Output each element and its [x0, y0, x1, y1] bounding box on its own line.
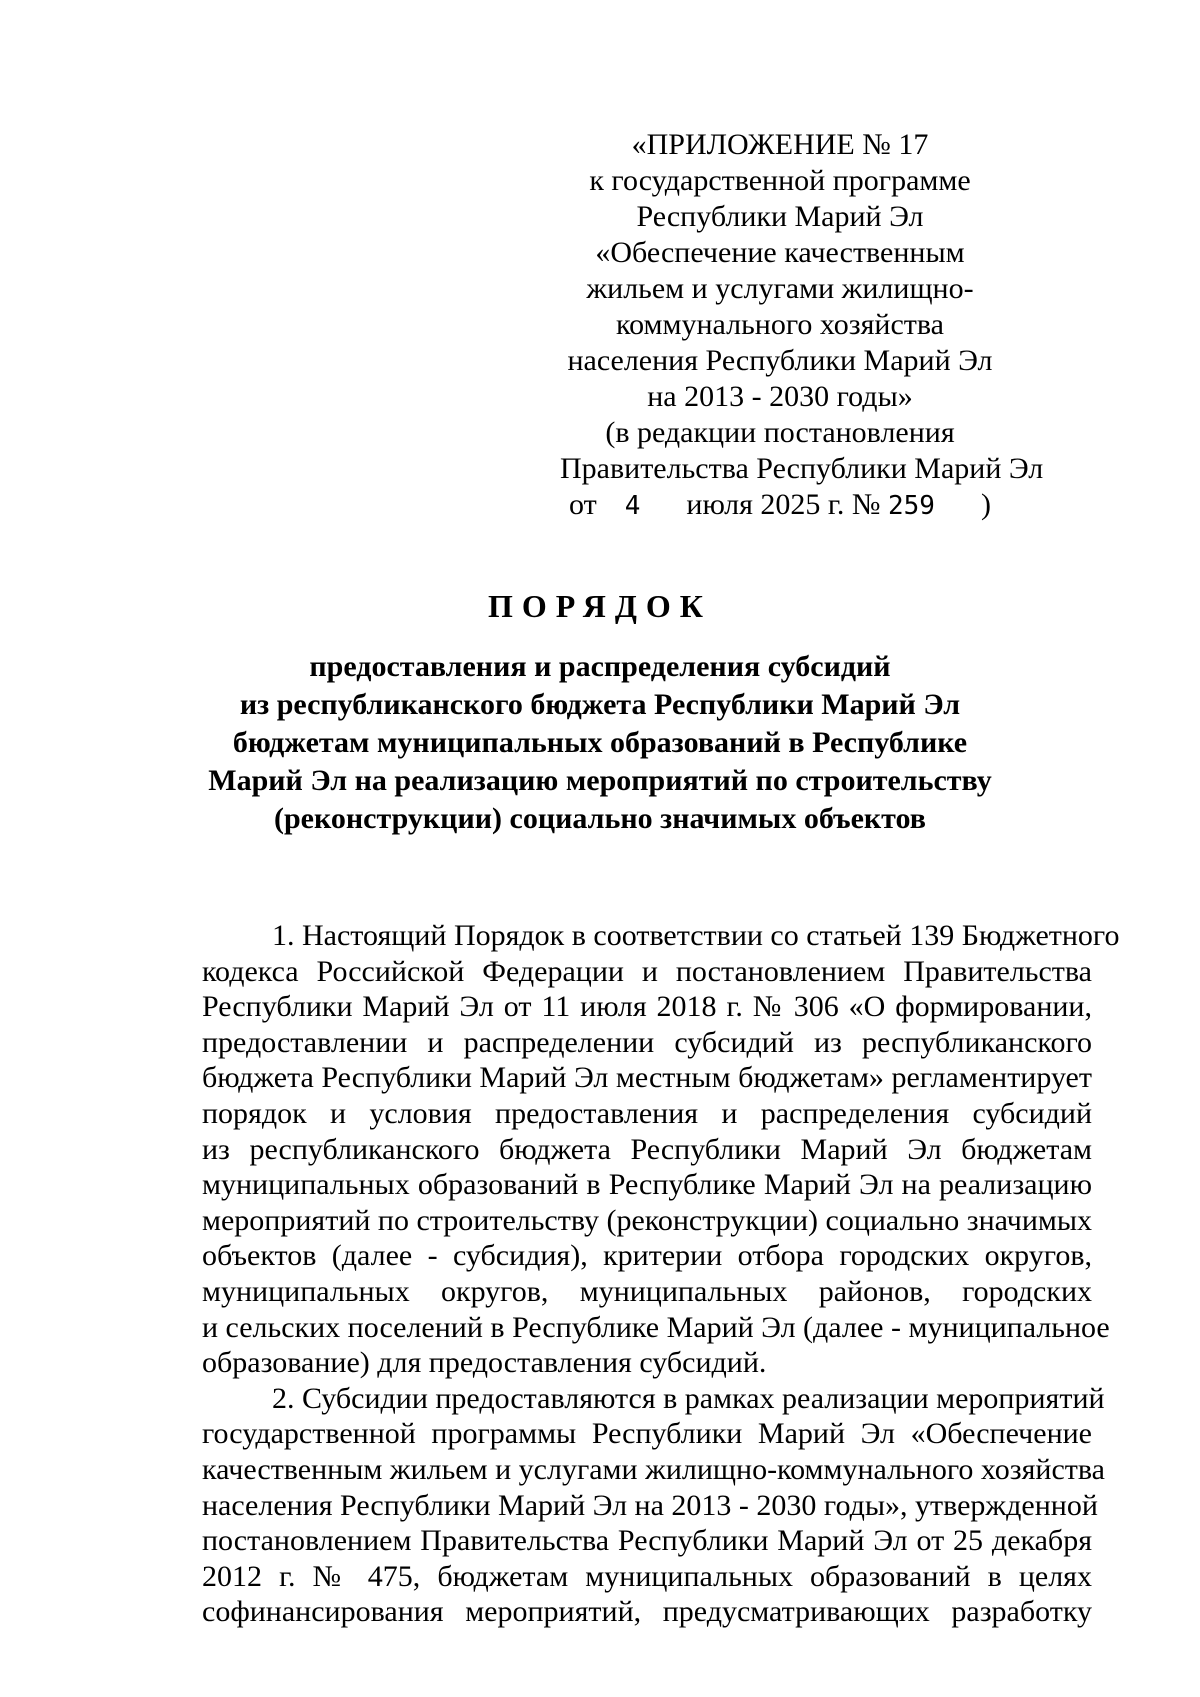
date-middle: июля 2025 г. № — [686, 488, 881, 521]
paragraph-1-line: порядок и условия предоставления и распределения субсидий — [202, 1096, 1092, 1130]
resolution-number: 259 — [887, 491, 935, 521]
resolution-date-line — [560, 487, 1000, 524]
date-close: ) — [980, 488, 991, 521]
appendix-line: «ПРИЛОЖЕНИЕ № 17 — [631, 128, 929, 161]
paragraph-1-line: бюджета Республики Марий Эл местным бюджетам» регламентирует — [202, 1061, 1092, 1095]
paragraph-1-line: кодекса Российской Федерации и постановлением Правительства — [202, 954, 1092, 988]
paragraph-1-line: муниципальных округов, муниципальных районов, городских — [202, 1274, 1092, 1308]
paragraph-2-line: населения Республики Марий Эл на 2013 - 2030 годы», утвержденной — [202, 1488, 1098, 1522]
subtitle-line: (реконструкции) социально значимых объектов — [274, 802, 926, 835]
paragraph-2-line: постановлением Правительства Республики Марий Эл от 25 декабря — [202, 1524, 1092, 1558]
paragraph-1-line: 1. Настоящий Порядок в соответствии со статьей 139 Бюджетного — [272, 919, 1120, 952]
document-title: ПОРЯДОК — [488, 588, 712, 624]
paragraph-2-line: государственной программы Республики Марий Эл «Обеспечение — [202, 1417, 1092, 1451]
appendix-line: на 2013 - 2030 годы» — [647, 380, 913, 413]
date-day: 4 — [624, 491, 641, 521]
paragraph-1-line: образование) для предоставления субсидий. — [202, 1346, 767, 1380]
document-subtitle — [200, 648, 1000, 838]
paragraph-1-line: мероприятий по строительству (реконструкции) социально значимых — [202, 1203, 1093, 1237]
paragraph-1-line: и сельских поселений в Республике Марий Эл (далее - муниципальное — [202, 1310, 1110, 1344]
appendix-line: коммунального хозяйства — [616, 308, 944, 341]
paragraph-2-line: софинансирования мероприятий, предусматривающих разработку — [202, 1595, 1092, 1629]
subtitle-line: из республиканского бюджета Республики Марий Эл — [239, 688, 961, 721]
appendix-line: населения Республики Марий Эл — [567, 344, 993, 377]
appendix-line: Правительства Республики Марий Эл — [560, 452, 1044, 485]
appendix-line: Республики Марий Эл — [636, 200, 924, 233]
subtitle-line: предоставления и распределения субсидий — [309, 650, 891, 683]
subtitle-line: бюджетам муниципальных образований в Республике — [232, 726, 968, 759]
document-body — [202, 918, 1120, 1630]
appendix-line: «Обеспечение качественным — [595, 236, 965, 269]
paragraph-2-line: 2. Субсидии предоставляются в рамках реализации мероприятий — [272, 1381, 1105, 1415]
date-prefix: от — [569, 488, 597, 521]
paragraph-1-line: муниципальных образований в Республике Марий Эл на реализацию — [202, 1168, 1092, 1202]
subtitle-line: Марий Эл на реализацию мероприятий по строительству — [208, 764, 992, 797]
paragraph-2-line: 2012 г. № 475, бюджетам муниципальных образований в целях — [202, 1559, 1092, 1593]
appendix-line: жильем и услугами жилищно- — [586, 272, 974, 305]
appendix-header — [560, 127, 1044, 524]
paragraph-1-line: объектов (далее - субсидия), критерии отбора городских округов, — [202, 1239, 1092, 1273]
appendix-line: (в редакции постановления — [605, 416, 955, 449]
paragraph-1-line: Республики Марий Эл от 11 июля 2018 г. № 306 «О формировании, — [202, 990, 1092, 1024]
paragraph-1-line: из республиканского бюджета Республики Марий Эл бюджетам — [202, 1132, 1092, 1166]
paragraph-1-line: предоставлении и распределении субсидий из республиканского — [202, 1025, 1092, 1059]
paragraph-2-line: качественным жильем и услугами жилищно-коммунального хозяйства — [202, 1452, 1105, 1486]
appendix-line: к государственной программе — [589, 164, 971, 197]
